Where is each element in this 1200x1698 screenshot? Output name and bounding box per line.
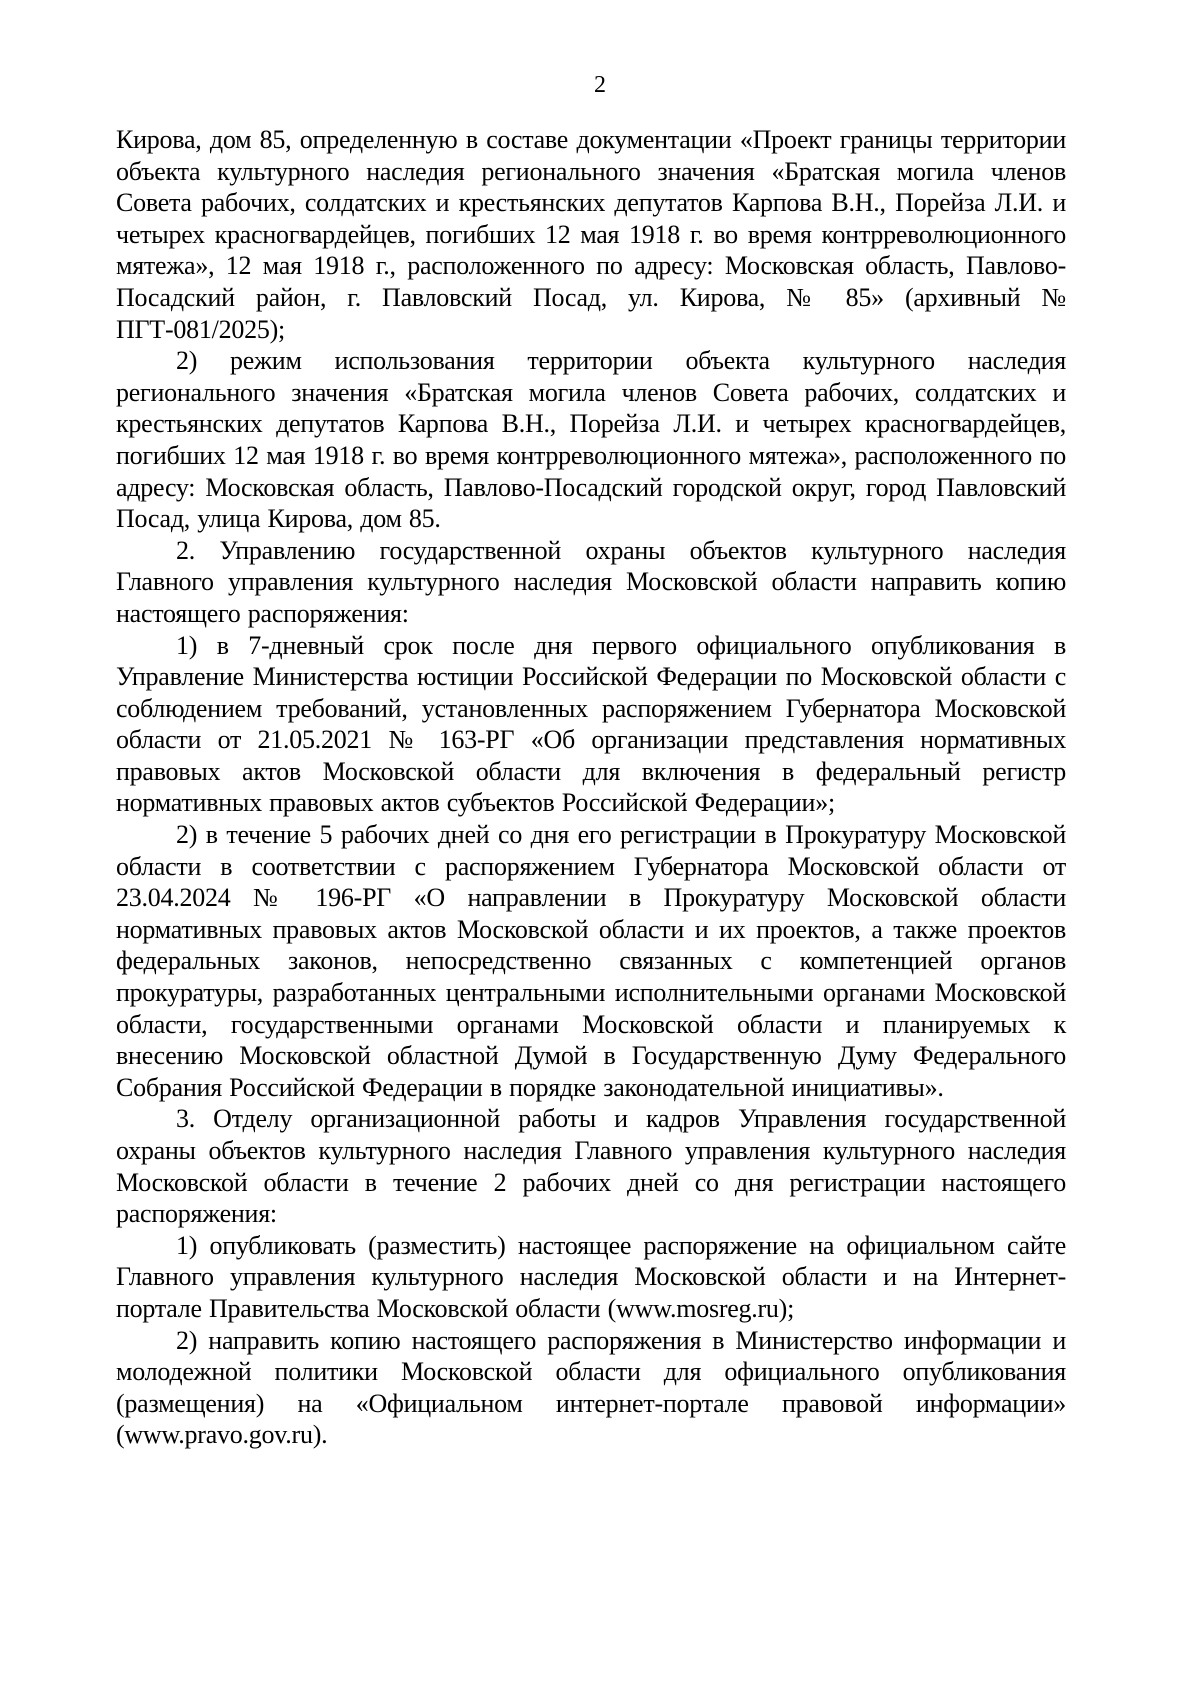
paragraph-clause-3: 3. Отделу организационной работы и кадров Управления государственной охраны объектов культурного наследия Главного управления культурного наследия Московской области в течение 2 рабочих дней со дня регистрации настоящего распоряжения: (116, 1104, 1066, 1229)
paragraph-clause-3-item-1: 1) опубликовать (разместить) настоящее распоряжение на официальном сайте Главного управления культурного наследия Московской области и на Интернет-портале Правительства Московской области (www.mosreg.ru); (116, 1230, 1066, 1323)
paragraph-clause-2-item-1: 1) в 7-дневный срок после дня первого официального опубликования в Управление Министерства юстиции Российской Федерации по Московской области с соблюдением требований, установленных распоряжением Губернатора Московской области от 21.05.2021 № 163-РГ «Об организации представления нормативных правовых актов Московской области для включения в федеральный регистр нормативных правовых актов субъектов Российской Федерации»; (116, 630, 1066, 818)
paragraph-clause-2: 2. Управлению государственной охраны объектов культурного наследия Главного управления культурного наследия Московской области направить копию настоящего распоряжения: (116, 535, 1066, 628)
paragraph-item-2-territory-regime: 2) режим использования территории объекта культурного наследия регионального значения «Братская могила членов Совета рабочих, солдатских и крестьянских депутатов Карпова В.Н., Порейза Л.И. и четырех красногвардейцев, погибших 12 мая 1918 г. во время контрреволюционного мятежа», расположенного по адресу: Московская область, Павлово-Посадский городской округ, город Павловский Посад, улица Кирова, дом 85. (116, 346, 1066, 534)
paragraph-continuation: Кирова, дом 85, определенную в составе документации «Проект границы территории объекта культурного наследия регионального значения «Братская могила членов Совета рабочих, солдатских и крестьянских депутатов Карпова В.Н., Порейза Л.И. и четырех красногвардейцев, погибших 12 мая 1918 г. во время контрреволюционного мятежа», 12 мая 1918 г., расположенного по адресу: Московская область, Павлово-Посадский район, г. Павловский Посад, ул. Кирова, № 85» (архивный № ПГТ-081/2025); (116, 125, 1066, 344)
page-number: 2 (594, 72, 606, 98)
paragraph-clause-2-item-2: 2) в течение 5 рабочих дней со дня его регистрации в Прокуратуру Московской области в соответствии с распоряжением Губернатора Московской области от 23.04.2024 № 196-РГ «О направлении в Прокуратуру Московской области нормативных правовых актов Московской области и их проектов, а также проектов федеральных законов, непосредственно связанных с компетенцией органов прокуратуры, разработанных центральными исполнительными органами Московской области, государственными органами Московской области и планируемых к внесению Московской областной Думой в Государственную Думу Федерального Собрания Российской Федерации в порядке законодательной инициативы». (116, 820, 1066, 1102)
document-body (116, 124, 1066, 1451)
paragraph-clause-3-item-2: 2) направить копию настоящего распоряжения в Министерство информации и молодежной политики Московской области для официального опубликования (размещения) на «Официальном интернет-портале правовой информации» (www.pravo.gov.ru). (116, 1325, 1066, 1450)
